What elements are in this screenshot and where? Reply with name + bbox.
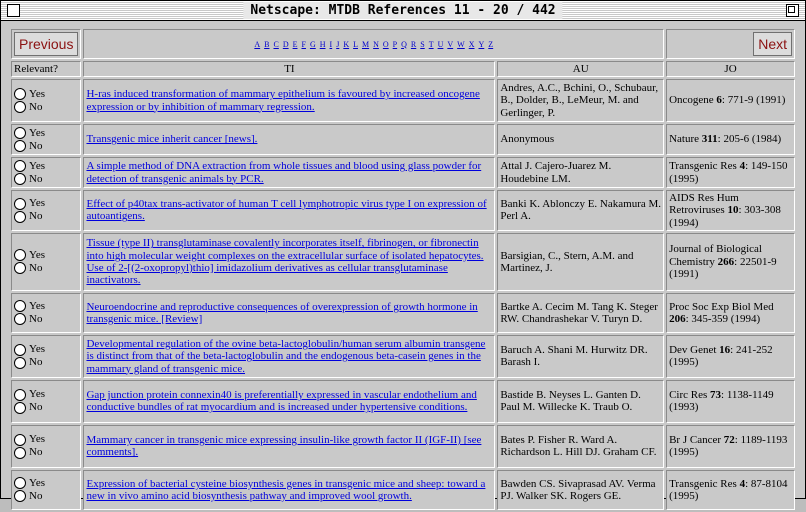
letter-link-o[interactable]: O — [382, 39, 389, 49]
title-cell — [83, 124, 495, 155]
table-row — [11, 335, 795, 378]
relevance-cell — [11, 293, 81, 333]
author-cell: Barsigian, C., Stern, A.M. and Martinez, J. — [497, 233, 664, 291]
letter-link-s[interactable]: S — [420, 39, 425, 49]
letter-link-x[interactable]: X — [468, 39, 475, 49]
journal-cell — [666, 190, 795, 231]
no-radio[interactable] — [14, 140, 26, 152]
title-cell — [83, 293, 495, 333]
no-option[interactable] — [14, 140, 78, 153]
letter-link-m[interactable]: M — [361, 39, 370, 49]
title-cell — [83, 425, 495, 468]
yes-label: Yes — [29, 126, 46, 139]
journal-volume: 73 — [710, 389, 722, 402]
journal-name: Journal of Biological Chemistry — [669, 243, 762, 268]
journal-pages: : 1138-1149 (1993) — [669, 389, 774, 414]
no-radio[interactable] — [14, 357, 26, 369]
yes-radio[interactable] — [14, 160, 26, 172]
no-option[interactable] — [14, 173, 78, 186]
relevance-cell — [11, 233, 81, 291]
journal-cell — [666, 335, 795, 378]
letter-link-c[interactable]: C — [273, 39, 279, 49]
journal-cell — [666, 470, 795, 510]
letter-link-p[interactable]: P — [392, 39, 398, 49]
author-cell: Baruch A. Shani M. Hurwitz DR. Barash I. — [497, 335, 664, 378]
relevance-cell — [11, 470, 81, 510]
table-row — [11, 425, 795, 468]
journal-volume: 16 — [719, 344, 731, 357]
author-cell: Bartke A. Cecim M. Tang K. Steger RW. Chandrashekar V. Turyn D. — [497, 293, 664, 333]
yes-option[interactable] — [14, 197, 78, 210]
journal-name: Dev Genet — [669, 344, 717, 357]
journal-cell — [666, 233, 795, 291]
header-row — [11, 61, 795, 77]
no-label: No — [29, 139, 43, 152]
title-cell — [83, 79, 495, 122]
journal-pages: : 1189-1193 (1995) — [669, 434, 788, 459]
table-row — [11, 233, 795, 291]
letter-link-w[interactable]: W — [457, 39, 465, 49]
reference-title-link[interactable]: Mammary cancer in transgenic mice expressing insulin-like growth factor II (IGF-II) [see comments]. — [86, 434, 482, 459]
table-row — [11, 380, 795, 423]
author-cell: Bates P. Fisher R. Ward A. Richardson L. Hill DJ. Graham CF. — [497, 425, 664, 468]
yes-option[interactable] — [14, 388, 78, 401]
letter-link-y[interactable]: Y — [478, 39, 485, 49]
title-cell — [83, 157, 495, 188]
yes-option[interactable] — [14, 343, 78, 356]
table-row — [11, 293, 795, 333]
title-cell — [83, 470, 495, 510]
letter-link-k[interactable]: K — [343, 39, 350, 49]
table-row — [11, 470, 795, 510]
letter-link-a[interactable]: A — [254, 39, 261, 49]
yes-radio[interactable] — [14, 434, 26, 446]
letter-link-g[interactable]: G — [309, 39, 316, 49]
relevant-header: Relevant? — [11, 61, 81, 77]
yes-radio[interactable] — [14, 389, 26, 401]
yes-label: Yes — [29, 87, 46, 100]
journal-pages: : 771-9 (1991) — [721, 94, 786, 107]
yes-label: Yes — [29, 299, 46, 312]
title-cell — [83, 190, 495, 231]
journal-pages: : 149-150 (1995) — [669, 160, 788, 185]
table-row — [11, 157, 795, 188]
letter-link-u[interactable]: U — [437, 39, 444, 49]
journal-cell — [666, 293, 795, 333]
zoom-box-icon[interactable] — [786, 4, 799, 17]
no-radio[interactable] — [14, 447, 26, 459]
reference-title-link[interactable]: A simple method of DNA extraction from whole tissues and blood using glass powder for detection of transgenic animals by PCR. — [86, 160, 482, 185]
table-row — [11, 190, 795, 231]
table-row — [11, 124, 795, 155]
no-label: No — [29, 261, 43, 274]
journal-name: Transgenic Res — [669, 160, 737, 173]
author-cell: Bastide B. Neyses L. Ganten D. Paul M. Willecke K. Traub O. — [497, 380, 664, 423]
no-option[interactable] — [14, 101, 78, 114]
reference-title-link[interactable]: Tissue (type II) transglutaminase covalently incorporates itself, fibrinogen, or fibronectin into high molecular weight complexes on the extracellular surface of isolated hepatocytes. Use of 2-[(2-oxopropyl)thio] imidazolium derivatives as cellular transglutaminase inactivators. — [86, 237, 484, 287]
previous-button[interactable]: Previous — [14, 32, 78, 56]
title-cell — [83, 233, 495, 291]
table-row — [11, 79, 795, 122]
journal-cell — [666, 79, 795, 122]
letter-link-j[interactable]: J — [336, 39, 340, 49]
journal-volume: 4 — [739, 477, 746, 490]
journal-name: Br J Cancer — [669, 434, 722, 447]
yes-label: Yes — [29, 388, 46, 401]
no-radio[interactable] — [14, 262, 26, 274]
journal-volume: 6 — [716, 94, 722, 107]
relevance-cell — [11, 79, 81, 122]
yes-label: Yes — [29, 476, 46, 489]
yes-label: Yes — [29, 343, 46, 356]
no-radio[interactable] — [14, 211, 26, 223]
journal-name: Transgenic Res — [669, 477, 737, 490]
nav-row — [11, 29, 795, 59]
no-label: No — [29, 401, 43, 414]
previous-cell — [11, 29, 81, 59]
letter-link-f[interactable]: F — [301, 39, 306, 49]
no-option[interactable] — [14, 356, 78, 369]
journal-name: AIDS Res Hum Retroviruses — [669, 192, 739, 217]
au-header: AU — [497, 61, 664, 77]
references-table — [9, 27, 797, 512]
letter-link-z[interactable]: Z — [488, 39, 494, 49]
no-option[interactable] — [14, 313, 78, 326]
yes-radio[interactable] — [14, 477, 26, 489]
letter-link-q[interactable]: Q — [401, 39, 407, 49]
no-option[interactable] — [14, 210, 78, 223]
title-cell — [83, 380, 495, 423]
journal-name: Proc Soc Exp Biol Med — [669, 300, 774, 313]
relevance-cell — [11, 425, 81, 468]
journal-volume: 311 — [701, 133, 718, 146]
reference-title-link[interactable]: Developmental regulation of the ovine beta-lactoglobulin/human serum albumin transgene is distinct from that of the beta-lactoglobulin and the endogenous beta-casein genes in the mammary gland of transgenic mice. — [86, 337, 486, 375]
no-option[interactable] — [14, 401, 78, 414]
no-radio[interactable] — [14, 173, 26, 185]
journal-pages: : 345-359 (1994) — [685, 312, 761, 325]
no-label: No — [29, 100, 43, 113]
no-label: No — [29, 312, 43, 325]
letter-link-b[interactable]: B — [264, 39, 270, 49]
no-label: No — [29, 172, 43, 185]
journal-volume: 4 — [739, 160, 746, 173]
yes-option[interactable] — [14, 433, 78, 446]
journal-pages: : 205-6 (1984) — [717, 133, 782, 146]
journal-name: Circ Res — [669, 389, 708, 402]
yes-radio[interactable] — [14, 127, 26, 139]
relevance-cell — [11, 124, 81, 155]
journal-cell — [666, 124, 795, 155]
author-cell: Attal J. Cajero-Juarez M. Houdebine LM. — [497, 157, 664, 188]
yes-radio[interactable] — [14, 249, 26, 261]
yes-option[interactable] — [14, 249, 78, 262]
yes-radio[interactable] — [14, 344, 26, 356]
yes-option[interactable] — [14, 88, 78, 101]
letter-link-h[interactable]: H — [319, 39, 326, 49]
reference-title-link[interactable]: H-ras induced transformation of mammary epithelium is favoured by increased oncogene expression or by inhibition of mammary regression. — [86, 88, 480, 113]
next-cell — [666, 29, 795, 59]
journal-volume: 266 — [717, 255, 735, 268]
no-label: No — [29, 489, 43, 502]
author-cell: Banki K. Ablonczy E. Nakamura M. Perl A. — [497, 190, 664, 231]
no-label: No — [29, 356, 43, 369]
reference-title-link[interactable]: Transgenic mice inherit cancer [news]. — [86, 133, 258, 146]
yes-option[interactable] — [14, 477, 78, 490]
yes-option[interactable] — [14, 160, 78, 173]
relevance-cell — [11, 380, 81, 423]
yes-option[interactable] — [14, 300, 78, 313]
letter-link-i[interactable]: I — [329, 39, 333, 49]
author-cell: Andres, A.C., Bchini, O., Schubaur, B., Dolder, B., LeMeur, M. and Gerlinger, P. — [497, 79, 664, 122]
journal-cell — [666, 380, 795, 423]
letter-link-r[interactable]: R — [410, 39, 417, 49]
journal-cell — [666, 425, 795, 468]
letter-link-e[interactable]: E — [292, 39, 298, 49]
yes-label: Yes — [29, 433, 46, 446]
journal-name: Nature — [669, 133, 700, 146]
no-radio[interactable] — [14, 490, 26, 502]
alphabet-index — [83, 29, 664, 59]
page-content — [9, 27, 797, 512]
no-option[interactable] — [14, 262, 78, 275]
journal-pages: : 241-252 (1995) — [669, 344, 773, 369]
journal-pages: : 22501-9 (1991) — [669, 255, 777, 281]
journal-name: Oncogene — [669, 94, 714, 107]
journal-pages: : 87-8104 (1995) — [669, 477, 788, 502]
reference-title-link[interactable]: Gap junction protein connexin40 is preferentially expressed in vascular endothelium and conductive bundles of rat myocardium and is increased under hypertensive conditions. — [86, 389, 477, 414]
jo-header: JO — [666, 61, 795, 77]
yes-radio[interactable] — [14, 88, 26, 100]
letter-link-d[interactable]: D — [282, 39, 289, 49]
author-cell: Anonymous — [497, 124, 664, 155]
journal-cell — [666, 157, 795, 188]
no-radio[interactable] — [14, 101, 26, 113]
author-cell: Bawden CS. Sivaprasad AV. Verma PJ. Walker SK. Rogers GE. — [497, 470, 664, 510]
letter-link-l[interactable]: L — [353, 39, 358, 49]
no-label: No — [29, 210, 43, 223]
next-button[interactable]: Next — [753, 32, 792, 56]
letter-link-t[interactable]: T — [428, 39, 434, 49]
yes-label: Yes — [29, 159, 46, 172]
yes-radio[interactable] — [14, 300, 26, 312]
reference-title-link[interactable]: Neuroendocrine and reproductive consequences of overexpression of growth hormone in transgenic mice. [Review] — [86, 300, 478, 325]
no-radio[interactable] — [14, 313, 26, 325]
journal-volume: 206 — [669, 312, 686, 325]
no-option[interactable] — [14, 446, 78, 459]
window-title: Netscape: MTDB References 11 - 20 / 442 — [243, 2, 562, 19]
journal-pages: : 303-308 (1994) — [669, 204, 781, 229]
no-label: No — [29, 446, 43, 459]
journal-volume: 10 — [727, 204, 739, 217]
relevance-cell — [11, 190, 81, 231]
no-option[interactable] — [14, 490, 78, 503]
reference-title-link[interactable]: Expression of bacterial cysteine biosynthesis genes in transgenic mice and sheep: toward a new in vivo amino acid biosynthesis pathway and improved wool growth. — [86, 477, 486, 502]
close-box-icon[interactable] — [7, 4, 20, 17]
ti-header: TI — [83, 61, 495, 77]
journal-volume: 72 — [723, 434, 735, 447]
no-radio[interactable] — [14, 402, 26, 414]
relevance-cell — [11, 335, 81, 378]
yes-radio[interactable] — [14, 198, 26, 210]
title-cell — [83, 335, 495, 378]
relevance-cell — [11, 157, 81, 188]
yes-label: Yes — [29, 248, 46, 261]
title-bar[interactable] — [1, 1, 805, 21]
letter-link-v[interactable]: V — [447, 39, 454, 49]
yes-option[interactable] — [14, 127, 78, 140]
reference-title-link[interactable]: Effect of p40tax trans-activator of human T cell lymphotropic virus type I on expression of autoantigens. — [86, 198, 487, 223]
letter-link-n[interactable]: N — [373, 39, 379, 49]
yes-label: Yes — [29, 197, 46, 210]
